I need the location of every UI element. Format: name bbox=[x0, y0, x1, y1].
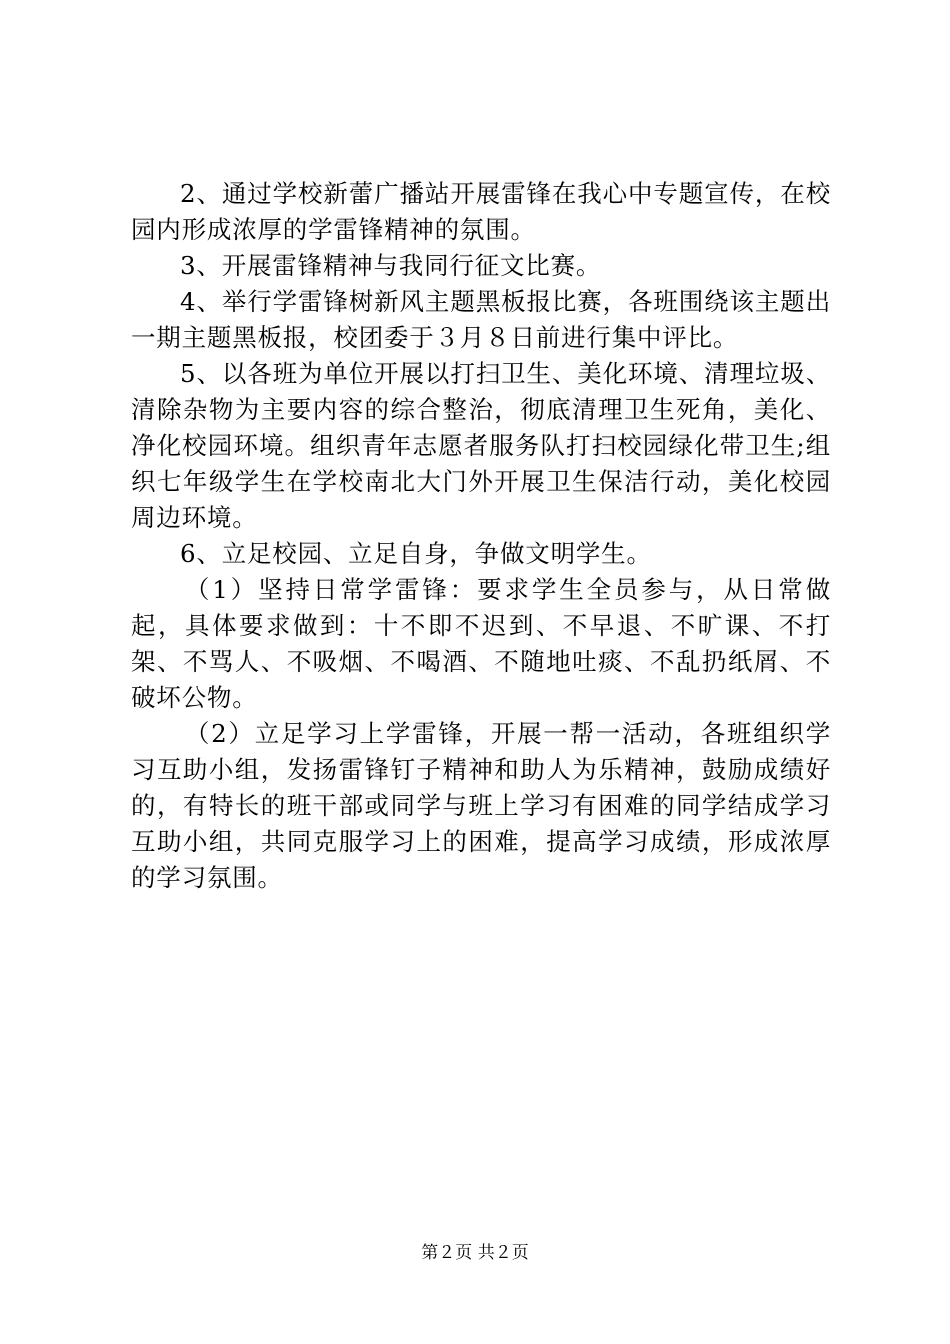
page-number-label: 第２页 共２页 bbox=[421, 1243, 529, 1263]
paragraph-item-4: 4、举行学雷锋树新风主题黑板报比赛，各班围绕该主题出一期主题黑板报，校团委于３月８日前进行集中评比。 bbox=[131, 287, 831, 352]
paragraph-item-5: 5、以各班为单位开展以打扫卫生、美化环境、清理垃圾、清除杂物为主要内容的综合整治，彻底清理卫生死角，美化、净化校园环境。组织青年志愿者服务队打扫校园绿化带卫生;组织七年级学生在学校南北大门外开展卫生保洁行动，美化校园周边环境。 bbox=[131, 359, 831, 532]
paragraph-item-6: 6、立足校园、立足自身，争做文明学生。 bbox=[180, 539, 652, 568]
paragraph-item-2: 2、通过学校新蕾广播站开展雷锋在我心中专题宣传，在校园内形成浓厚的学雷锋精神的氛围。 bbox=[131, 179, 831, 244]
document-body bbox=[131, 176, 831, 896]
paragraph-subitem-2: （2）立足学习上学雷锋，开展一帮一活动，各班组织学习互助小组，发扬雷锋钉子精神和助人为乐精神，鼓励成绩好的，有特长的班干部或同学与班上学习有困难的同学结成学习互助小组，共同克服学习上的困难，提高学习成绩，形成浓厚的学习氛围。 bbox=[131, 719, 831, 892]
paragraph-subitem-1: （1）坚持日常学雷锋：要求学生全员参与，从日常做起，具体要求做到：十不即不迟到、不早退、不旷课、不打架、不骂人、不吸烟、不喝酒、不随地吐痰、不乱扔纸屑、不破坏公物。 bbox=[131, 575, 831, 712]
page-footer bbox=[0, 1243, 950, 1263]
paragraph-item-3: 3、开展雷锋精神与我同行征文比赛。 bbox=[180, 251, 602, 280]
